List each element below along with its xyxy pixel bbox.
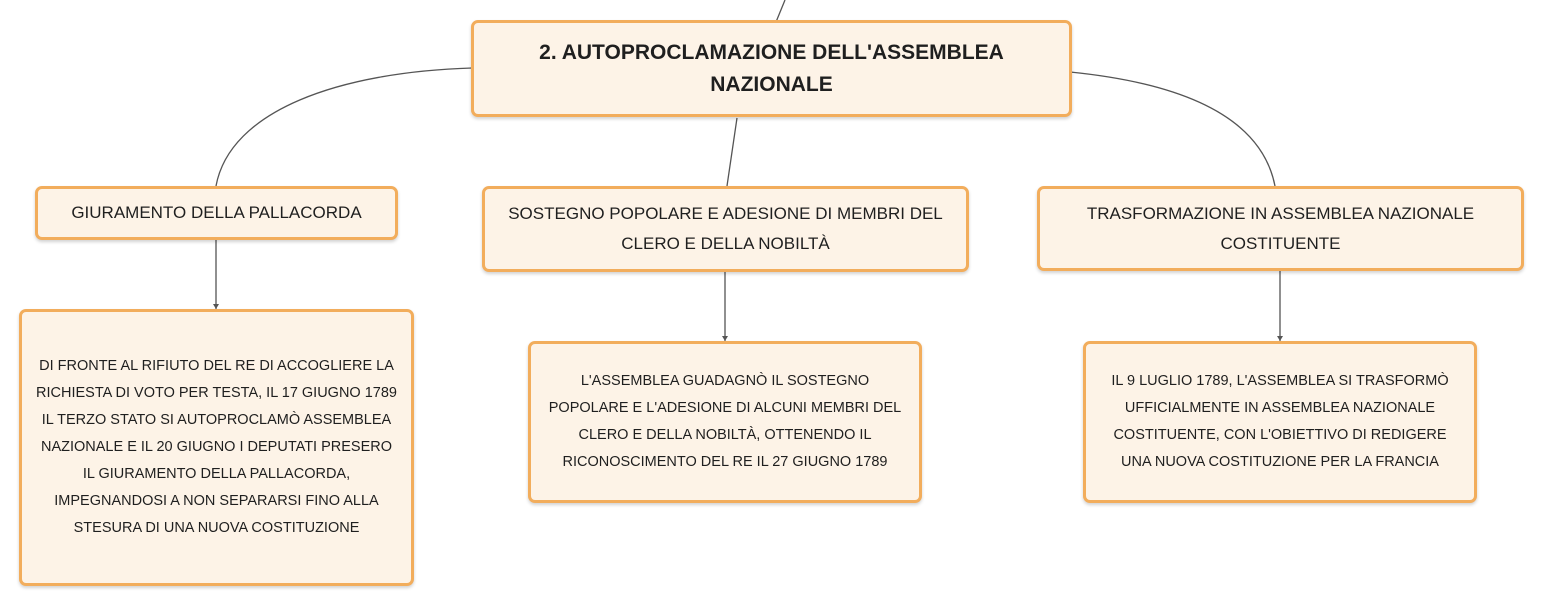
topic-node-giuramento[interactable] (35, 186, 398, 240)
connector-root-to-topic-3 (1070, 72, 1275, 186)
topic-node-sostegno[interactable] (482, 186, 969, 272)
connector-to-parent (776, 0, 785, 22)
detail-node-giuramento[interactable] (19, 309, 414, 586)
topic-node-label: GIURAMENTO DELLA PALLACORDA (71, 203, 362, 222)
topic-node-trasformazione[interactable] (1037, 186, 1524, 271)
topic-node-label: TRASFORMAZIONE IN ASSEMBLEA NAZIONALE COSTITUENTE (1086, 203, 1475, 253)
connector-root-to-topic-2 (727, 118, 737, 186)
detail-node-text: L'ASSEMBLEA GUADAGNÒ IL SOSTEGNO POPOLARE E L'ADESIONE DI ALCUNI MEMBRI DEL CLERO E DELLA NOBILTÀ, OTTENENDO IL RICONOSCIMENTO DEL RE IL 27 GIUGNO 1789 (548, 373, 902, 470)
connector-root-to-topic-1 (216, 68, 472, 186)
topic-node-label: SOSTEGNO POPOLARE E ADESIONE DI MEMBRI DEL CLERO E DELLA NOBILTÀ (508, 204, 943, 253)
root-node-label: 2. AUTOPROCLAMAZIONE DELL'ASSEMBLEA NAZIONALE (539, 40, 1004, 96)
detail-node-text: IL 9 LUGLIO 1789, L'ASSEMBLEA SI TRASFORMÒ UFFICIALMENTE IN ASSEMBLEA NAZIONALE COSTITUENTE, CON L'OBIETTIVO DI REDIGERE UNA NUOVA COSTITUZIONE PER LA FRANCIA (1111, 373, 1449, 470)
detail-node-text: DI FRONTE AL RIFIUTO DEL RE DI ACCOGLIERE LA RICHIESTA DI VOTO PER TESTA, IL 17 GIUGNO 1789 IL TERZO STATO SI AUTOPROCLAMÒ ASSEMBLEA NAZIONALE E IL 20 GIUGNO I DEPUTATI PRESERO IL GIURAMENTO DELLA PALLACORDA, IMPEGNANDOSI A NON SEPARARSI FINO ALLA STESURA DI UNA NUOVA COSTITUZIONE (36, 358, 397, 536)
detail-node-trasformazione[interactable] (1083, 341, 1477, 503)
detail-node-sostegno[interactable] (528, 341, 922, 503)
root-node[interactable] (471, 20, 1072, 117)
